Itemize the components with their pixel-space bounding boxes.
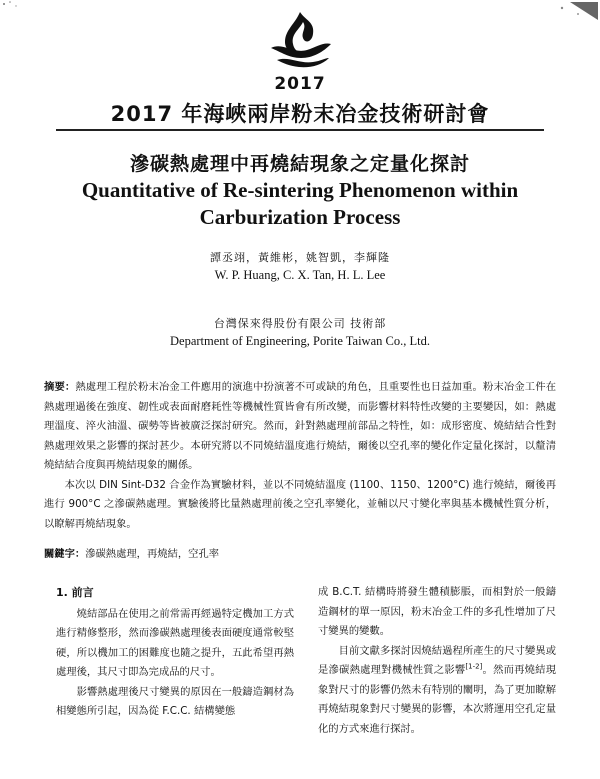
- authors-zh: 譚丞翊，黃維彬，姚智凱，李輝隆: [210, 251, 390, 264]
- citation: [1-2]: [465, 662, 483, 671]
- body-column-right: [318, 583, 556, 739]
- paper-title-zh: 滲碳熱處理中再燒結現象之定量化探討: [129, 153, 470, 175]
- keywords: [44, 545, 556, 560]
- affiliation-en: Department of Engineering, Porite Taiwan Co., Ltd.: [170, 334, 430, 348]
- conference-logo: [0, 8, 600, 78]
- header-rule: [56, 129, 544, 131]
- body-text: 目前文獻多探討因燒結過程所產生的尺寸變異或是滲碳熱處理對機械性質之影響: [318, 644, 556, 676]
- abstract-text-1: 熱處理工程於粉末冶金工件應用的演進中扮演著不可或缺的角色，且重要性也日益加重。粉末冶金工件在熱處理過後在強度、韌性或表面耐磨耗性等機械性質皆會有所改變，而影響材料特性改變的主要變因，如：熱處理溫度、淬火油溫、碳勢等皆被廣泛探討研究。然而，針對熱處理前部品之特性，如：成形密度、燒結結合性對熱處理效果之影響的探討甚少。本研究將以不同燒結溫度進行燒結，爾後以空孔率的變化作定量化探討，以釐清燒結結合度與再燒結現象的關係。: [44, 381, 557, 471]
- body-paragraph: [318, 642, 556, 740]
- body-text: 。然而再燒結現象對尺寸的影響仍然未有特別的闡明，為了更加瞭解再燒結現象對尺寸變異的影響，本次將運用空孔定量化的方式來進行探討。: [318, 664, 557, 735]
- body-paragraph: 影響熱處理後尺寸變異的原因在一般鑄造鋼材為相變態所引起，因為從 F.C.C. 結構變態: [56, 685, 294, 717]
- section-heading-introduction: 1. 前言: [56, 586, 94, 599]
- abstract-label: 摘要：: [44, 381, 76, 393]
- paper-title-en: [0, 177, 600, 231]
- paper-title-en-line2: Carburization Process: [199, 205, 401, 229]
- affiliation-zh: 台灣保來得股份有限公司 技術部: [213, 317, 387, 330]
- body-column-left: [56, 583, 294, 722]
- conference-title: 2017 年海峽兩岸粉末冶金技術研討會: [110, 102, 490, 126]
- conference-logo-icon: [263, 8, 337, 74]
- body-paragraph: 燒結部品在使用之前常需再經過特定機加工方式進行精修整形，然而滲碳熱處理後表面硬度通常較堅硬，所以機加工的困難度也隨之提升，五此希望再熱處理後，其尺寸即為完成品的尺寸。: [56, 607, 294, 678]
- authors-en: W. P. Huang, C. X. Tan, H. L. Lee: [214, 268, 386, 282]
- abstract-paragraph-2: 本次以 DIN Sint-D32 合金作為實驗材料，並以不同燒結溫度 (1100、1150、1200°C) 進行燒結，爾後再進行 900°C 之滲碳熱處理。實驗後將比量熱處理前後之空孔率變化，並輔以尺寸變化率與基本機械性質分析，以瞭解再燒結現象。: [44, 478, 556, 530]
- abstract: [44, 378, 556, 534]
- keywords-text: 滲碳熱處理，再燒結，空孔率: [85, 548, 220, 560]
- body-paragraph: 成 B.C.T. 結構時將發生體積膨脹，而相對於一般鑄造鋼材的單一原因，粉末冶金工件的多孔性增加了尺寸變異的變數。: [318, 586, 556, 637]
- abstract-paragraph-1: [44, 378, 556, 476]
- logo-year: 2017: [274, 74, 326, 94]
- paper-title-en-line1: Quantitative of Re-sintering Phenomenon within: [81, 178, 519, 202]
- keywords-label: 關鍵字：: [44, 548, 86, 560]
